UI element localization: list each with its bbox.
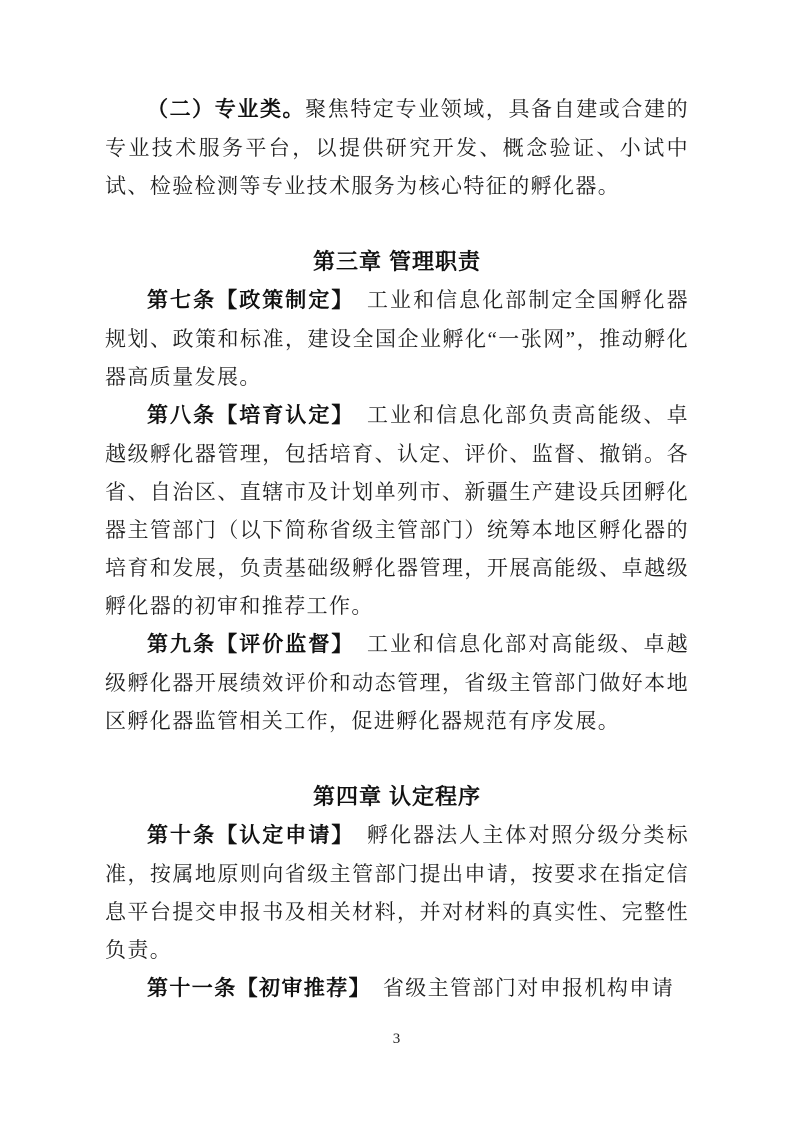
paragraph-text: 工业和信息化部负责高能级、卓越级孵化器管理，包括培育、认定、评价、监督、撤销。各省、自治区、直辖市及计划单列市、新疆生产建设兵团孵化器主管部门（以下简称省级主管部门）统筹本地区孵化器的培育和发展，负责基础级孵化器管理，开展高能级、卓越级孵化器的初审和推荐工作。 <box>105 403 689 618</box>
paragraph <box>105 281 689 396</box>
paragraph-text: 聚焦特定专业领域，具备自建或合建的专业技术服务平台，以提供研究开发、概念验证、小试中试、检验检测等专业技术服务为核心特征的孵化器。 <box>105 97 689 198</box>
chapter-heading: 第四章 认定程序 <box>312 784 482 809</box>
page-footer <box>0 1030 793 1048</box>
paragraph-lead: （二）专业类。 <box>147 98 306 121</box>
paragraph-lead: 第七条【政策制定】 <box>147 289 344 312</box>
document-content <box>105 90 689 1008</box>
paragraph <box>105 396 689 625</box>
paragraph <box>105 90 689 205</box>
paragraph-lead: 第八条【培育认定】 <box>147 404 344 427</box>
paragraph-text: 工业和信息化部对高能级、卓越级孵化器开展绩效评价和动态管理，省级主管部门做好本地区孵化器监管相关工作，促进孵化器规范有序发展。 <box>105 632 689 733</box>
paragraph <box>105 625 689 740</box>
paragraph <box>105 969 689 1008</box>
paragraph-lead: 第九条【评价监督】 <box>147 633 344 656</box>
paragraph-text: 孵化器法人主体对照分级分类标准，按属地原则向省级主管部门提出申请，按要求在指定信息平台提交申报书及相关材料，并对材料的真实性、完整性负责。 <box>105 823 689 962</box>
paragraph-text: 工业和信息化部制定全国孵化器规划、政策和标准，建设全国企业孵化“一张网”，推动孵化器高质量发展。 <box>105 288 689 389</box>
paragraph <box>105 816 689 969</box>
paragraph-text: 省级主管部门对申报机构申请 <box>360 976 675 1000</box>
page-number: 3 <box>392 1031 401 1047</box>
paragraph-lead: 第十一条【初审推荐】 <box>147 977 361 1000</box>
paragraph-lead: 第十条【认定申请】 <box>147 824 344 847</box>
chapter-heading: 第三章 管理职责 <box>312 249 482 274</box>
